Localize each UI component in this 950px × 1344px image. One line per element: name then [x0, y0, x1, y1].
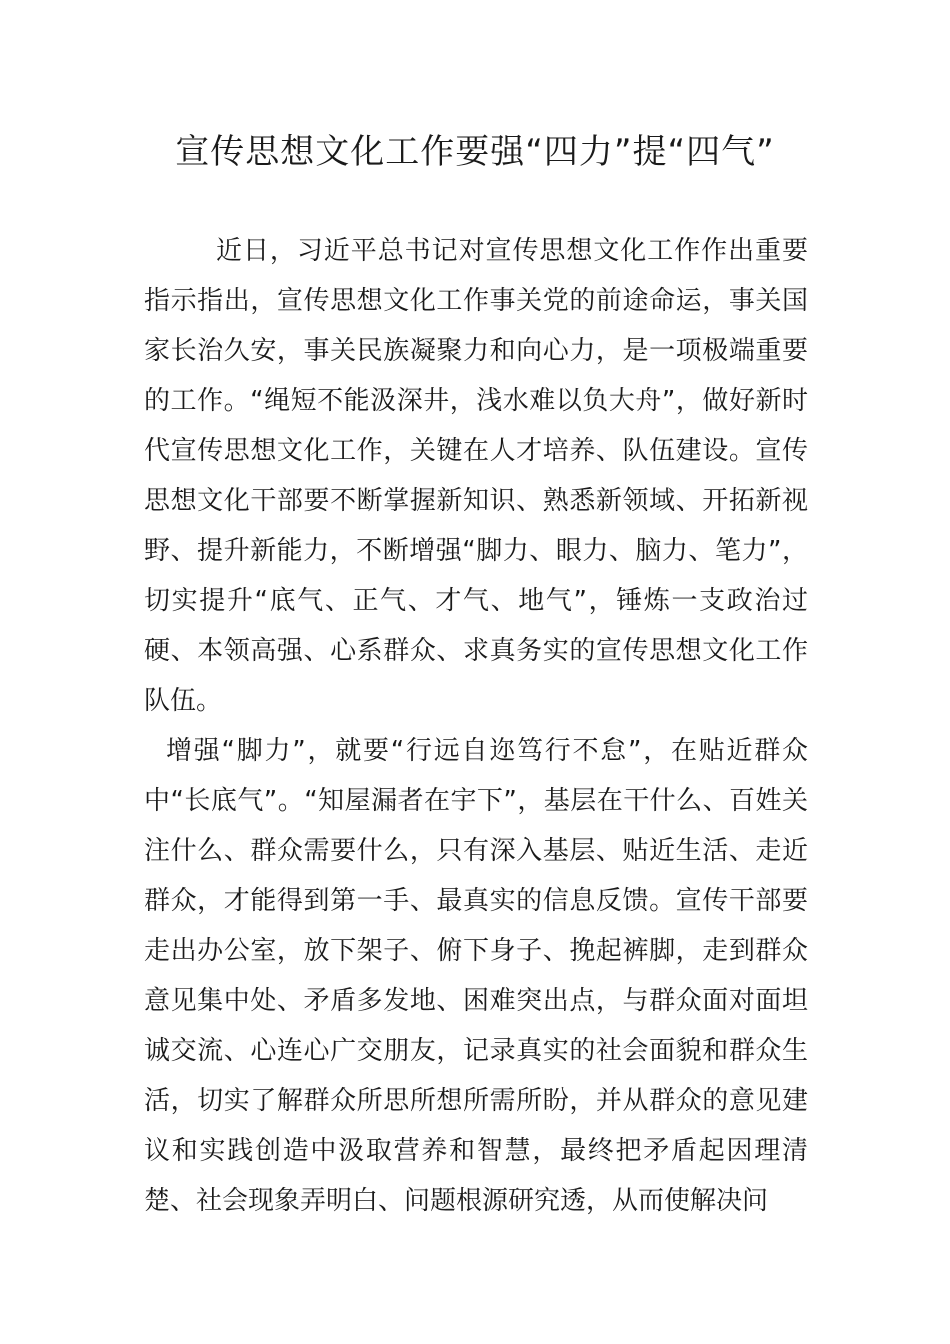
document-body	[144, 226, 808, 1226]
paragraph-intro: 近日，习近平总书记对宣传思想文化工作作出重要指示指出，宣传思想文化工作事关党的前途命运，事关国家长治久安，事关民族凝聚力和向心力，是一项极端重要的工作。“绳短不能汲深井，浅水难以负大舟”，做好新时代宣传思想文化工作，关键在人才培养、队伍建设。宣传思想文化干部要不断掌握新知识、熟悉新领域、开拓新视野、提升新能力，不断增强“脚力、眼力、脑力、笔力”，切实提升“底气、正气、才气、地气”，锤炼一支政治过硬、本领高强、心系群众、求真务实的宣传思想文化工作队伍。	[144, 236, 808, 716]
paragraph-foot-strength: 增强“脚力”，就要“行远自迩笃行不怠”，在贴近群众中“长底气”。“知屋漏者在宇下”，基层在干什么、百姓关注什么、群众需要什么，只有深入基层、贴近生活、走近群众，才能得到第一手、最真实的信息反馈。宣传干部要走出办公室，放下架子、俯下身子、挽起裤脚，走到群众意见集中处、矛盾多发地、困难突出点，与群众面对面坦诚交流、心连心广交朋友，记录真实的社会面貌和群众生活，切实了解群众所思所想所需所盼，并从群众的意见建议和实践创造中汲取营养和智慧，最终把矛盾起因理清楚、社会现象弄明白、问题根源研究透，从而使解决问	[144, 736, 808, 1216]
document-title: 宣传思想文化工作要强“四力”提“四气”	[175, 132, 775, 172]
